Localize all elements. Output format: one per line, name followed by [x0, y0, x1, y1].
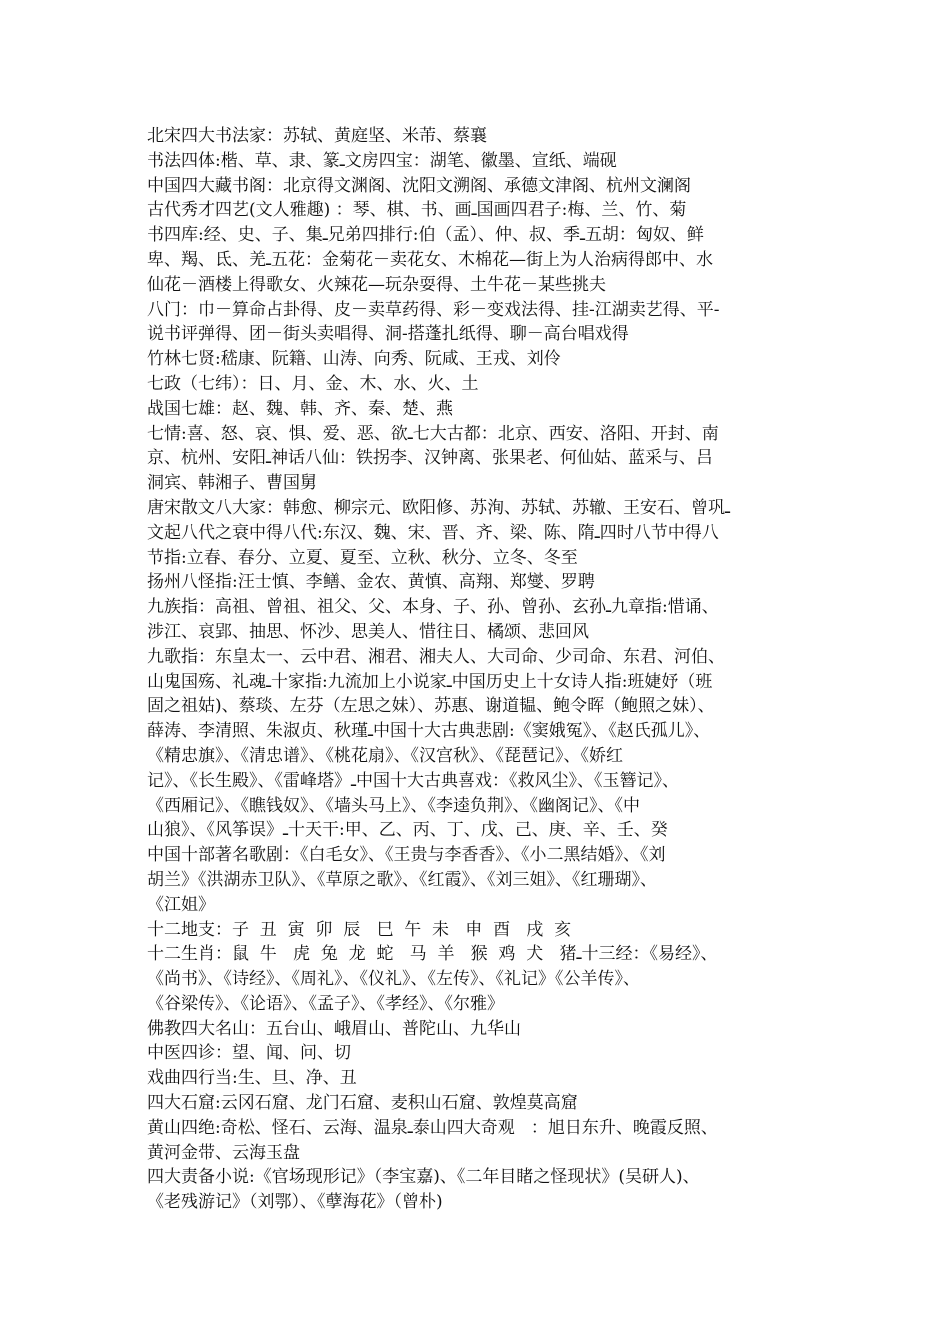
text-line: 胡兰》《洪湖赤卫队》、《草原之歌》、《红霞》、《刘三姐》、《红珊瑚》、 [147, 869, 657, 890]
text-line: 九族指：高祖、曾祖、祖父、父、本身、子、孙、曾孙、玄孙ـ九章指:惜诵、 [147, 597, 719, 618]
text-line: 七政（七纬）：日、月、金、木、水、火、土 [147, 373, 479, 394]
text-line: 北宋四大书法家：苏轼、黄庭坚、米芾、蔡襄 [147, 126, 487, 146]
text-line: 《精忠旗》、《清忠谱》、《桃花扇》、《汉宫秋》、《琵琶记》、《娇红 [147, 745, 623, 766]
text-line: 黄山四绝:奇松、怪石、云海、温泉ـ泰山四大奇观 ：旭日东升、晚霞反照、 [147, 1117, 718, 1138]
text-line: 扬州八怪指:汪士慎、李鳝、金农、黄慎、高翔、郑燮、罗聘 [147, 572, 595, 593]
text-line: 戏曲四行当:生、旦、净、丑 [147, 1068, 357, 1089]
text-line: 山狼》、《风筝误》ـ十天干:甲、乙、丙、丁、戊、己、庚、辛、壬、癸 [147, 820, 668, 841]
document-body [147, 124, 817, 1215]
text-line: 洞宾、韩湘子、曹国舅 [147, 473, 317, 494]
text-line: 说书评弹得、团－街头卖唱得、洞-搭蓬扎纸得、聊－高台唱戏得 [147, 324, 629, 345]
text-line: 《老残游记》（刘鄂）、《孽海花》（曾朴) [147, 1192, 443, 1213]
text-line: 节指:立春、春分、立夏、夏至、立秋、秋分、立冬、冬至 [147, 547, 578, 568]
text-line: 记》、《长生殿》、《雷峰塔》ـ中国十大古典喜戏：《救风尘》、《玉簪记》、 [147, 770, 679, 791]
text-line: 唐宋散文八大家：韩愈、柳宗元、欧阳修、苏洵、苏轼、苏辙、王安石、曾巩ـ [147, 497, 730, 518]
text-line: 八门：巾－算命占卦得、皮－卖草药得、彩－变戏法得、挂-江湖卖艺得、平- [147, 299, 720, 320]
text-line: 黄河金带、云海玉盘 [147, 1142, 300, 1163]
text-line: 佛教四大名山：五台山、峨眉山、普陀山、九华山 [147, 1018, 521, 1039]
text-line: 仙花－酒楼上得歌女、火辣花—玩杂耍得、土牛花－某些挑夫 [147, 274, 606, 295]
text-line: 文起八代之衰中得八代:东汉、魏、宋、晋、齐、梁、陈、隋ـ四时八节中得八 [147, 522, 719, 543]
text-line: 《西厢记》、《瞧钱奴》、《墙头马上》、《李逵负荆》、《幽阁记》、《中 [147, 795, 640, 816]
text-line: 中国十部著名歌剧：《白毛女》、《王贵与李香香》、《小二黑结婚》、《刘 [147, 845, 666, 866]
text-line: 《尚书》、《诗经》、《周礼》、《仪礼》、《左传》、《礼记》《公羊传》、 [147, 969, 640, 990]
text-line: 十二生肖：鼠 牛 虎 兔 龙 蛇 马 羊 猴 鸡 犬 猪ـ十三经：《易经》、 [147, 944, 718, 965]
text-line: 竹林七贤:嵇康、阮籍、山涛、向秀、阮咸、王戎、刘伶 [147, 349, 561, 370]
text-line: 中国四大藏书阁：北京得文渊阁、沈阳文溯阁、承德文津阁、杭州文澜阁 [147, 175, 691, 196]
text-line: 《江姐》 [147, 894, 215, 915]
text-line: 京、杭州、安阳ـ神话八仙：铁拐李、汉钟离、张果老、何仙姑、蓝采与、吕 [147, 448, 713, 469]
text-line: 中医四诊：望、闻、问、切 [147, 1043, 351, 1064]
text-line: 书法四体:楷、草、隶、篆ـ文房四宝：湖笔、徽墨、宣纸、端砚 [147, 150, 617, 171]
text-line: 四大石窟:云冈石窟、龙门石窟、麦积山石窟、敦煌莫高窟 [147, 1093, 578, 1114]
text-line: 薛涛、李清照、朱淑贞、秋瑾ـ中国十大古典悲剧:《窦娥冤》、《赵氏孤儿》、 [147, 721, 711, 742]
text-line: 四大责备小说:《官场现形记》（李宝嘉)、《二年目睹之怪现状》(吴研人)、 [147, 1167, 700, 1188]
text-line: 山鬼国殇、礼魂ـ十家指:九流加上小说家ـ中国历史上十女诗人指:班婕妤（班 [147, 671, 713, 692]
text-line: 七情:喜、怒、哀、惧、爱、恶、欲ـ七大古都：北京、西安、洛阳、开封、南 [147, 423, 719, 444]
text-line: 《谷梁传》、《论语》、《孟子》、《孝经》、《尔雅》 [147, 993, 504, 1014]
text-line: 古代秀才四艺(文人雅趣) ：琴、棋、书、画ـ国画四君子:梅、兰、竹、菊 [147, 200, 687, 221]
text-line: 战国七雄：赵、魏、韩、齐、秦、楚、燕 [147, 398, 453, 419]
text-line: 书四库:经、史、子、集ـ兄弟四排行:伯（孟）、仲、叔、季ـ五胡：匈奴、鲜 [147, 225, 704, 246]
text-line: 涉江、哀郢、抽思、怀沙、思美人、惜往日、橘颂、悲回风 [147, 621, 589, 642]
text-line: 九歌指：东皇太一、云中君、湘君、湘夫人、大司命、少司命、东君、河伯、 [147, 646, 725, 667]
text-line: 十二地支：子 丑 寅 卯 辰 巳 午 未 申 酉 戌 亥 [147, 919, 572, 940]
text-line: 固之祖姑)、蔡琰、左芬（左思之妹）、苏惠、谢道韫、鲍令晖（鲍照之妹）、 [147, 696, 715, 717]
text-line: 卑、羯、氐、羌ـ五花：金菊花－卖花女、木棉花—街上为人治病得郎中、水 [147, 249, 713, 270]
